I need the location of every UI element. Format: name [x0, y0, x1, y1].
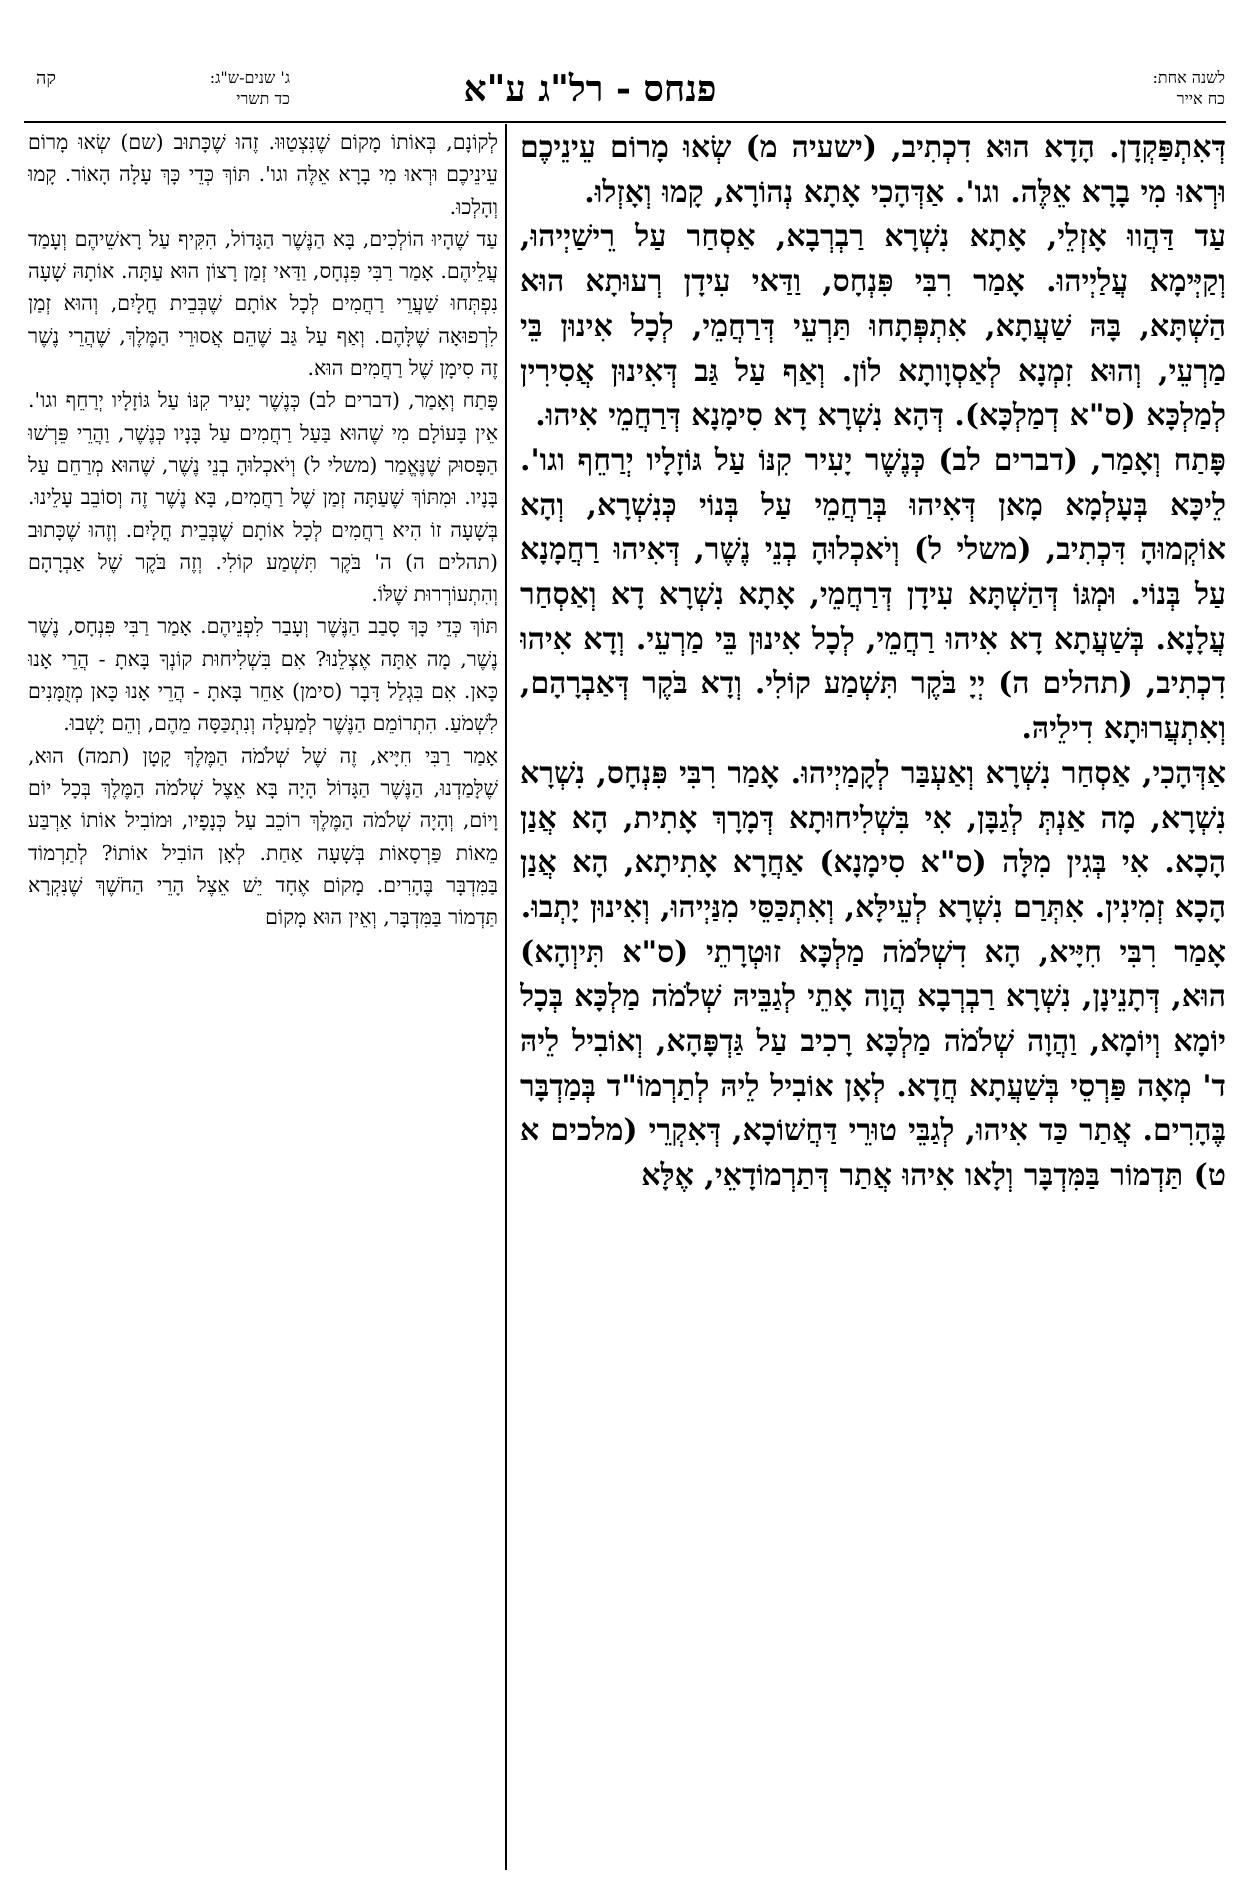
page-number: קה	[36, 68, 56, 89]
three-year-schedule-label: ג' שנים-ש"ג:	[209, 68, 290, 87]
one-year-schedule-date: כח אייר	[1176, 89, 1225, 108]
one-year-schedule-label: לשנה אחת:	[1152, 68, 1225, 87]
hebrew-translation-column	[28, 126, 498, 1870]
main-paragraph: אָמַר רִבִּי חִיָּיא, הָא דִשְׁלֹמֹה מַלְכָּא זוּטְרָתֵי (ס"א תִּיוְהָא) הוּא, דְּתָנֵינָן, נִשְׁרָא רַבְרְבָא הֲוָה אָתֵי לְגַבֵּיהּ שְׁלֹמֹה מַלְכָּא בְּכָל יוֹמָא וְיוֹמָא, וַהֲוָה שְׁלֹמֹה מַלְכָּא רָכִיב עַל גַּדְפָּהָא, וְאוֹבִיל לֵיהּ ד' מְאָה פַּרְסֵי בְּשַׁעֲתָא חֲדָא. לְאָן אוֹבִיל לֵיהּ לְתַרְמוֹ"ד בְּמַדְבָּר בֶּהָרִים. אֲתַר כַּד אִיהוּ, לְגַבֵּי טוּרֵי דַּחֲשׁוֹכָא, דְּאִקְרֵי (מלכים א ט) תַּדְמוֹר בַּמִּדְבָּר וְלָאו אִיהוּ אֲתַר דְּתַרְמוֹדָאֵי, אֶלָּא	[520, 934, 1226, 1194]
translation-paragraph: לְקוֹנָם, בְּאוֹתוֹ מָקוֹם שֶׁנִּצְטַוּוּ. זֶהוּ שֶׁכָּתוּב (שם) שְׂאוּ מָרוֹם עֵינֵיכֶם וּרְאוּ מִי בָרָא אֵלֶּה וגו'. תּוֹךְ כְּדֵי כָּךְ עָלָה הָאוֹר. קָמוּ וְהָלְכוּ.	[28, 130, 498, 219]
header-left	[30, 67, 290, 113]
page-title: פנחס - רל"ג ע"א	[463, 68, 717, 110]
main-paragraph: פָּתַח וְאָמַר, (דברים לב) כְּנֶשֶׁר יָעִיר קִנּוֹ עַל גּוֹזָלָיו יְרַחֵף וגו'. לֵיכָּא בְּעָלְמָא מָאן דְּאִיהוּ בְּרַחֲמֵי עַל בְּנוֹי כְּנִשְׁרָא, וְהָא אוֹקְמוּהָ דִּכְתִיב, (משלי ל) וְיֹאכְלוּהָ בְנֵי נֶשֶׁר, דְּאִיהוּ רַחֲמָנָא עַל בְּנוֹי. וּמְגּוֹ דְּהַשְׁתָּא עִידָן דְּרַחֲמֵי, אָתָא נִשְׁרָא דָא וְאַסְחַר עֲלָנָא. בְּשַׁעֲתָא דָא אִיהוּ רַחֲמֵי, לְכָל אִינוּן בֵּי מַרְעֵי. וְדָא אִיהוּ דִכְתִיב, (תהלים ה) יְיָ בֹּקֶר תִּשְׁמַע קוֹלִי. וְדָא בֹּקֶר דְּאַבְרָהָם, וְאִתְעֲרוּתָא דִילֵיהּ.	[520, 442, 1226, 747]
translation-paragraph: תּוֹךְ כְּדֵי כָּךְ סָבַב הַנֶּשֶׁר וְעָבַר לִפְנֵיהֶם. אָמַר רַבִּי פִּנְחָס, נֶשֶׁר נֶשֶׁר, מָה אַתָּה אֶצְלֵנוּ? אִם בִּשְׁלִיחוּת קוֹנְךָ בָּאתָ - הֲרֵי אָנוּ כָּאן. אִם בִּגְלַל דָּבָר (סימן) אַחֵר בָּאתָ - הֲרֵי אָנוּ כָּאן מְזֻמָּנִים לִשְׁמֹעַ. הִתְרוֹמֵם הַנֶּשֶׁר לְמַעְלָה וְנִתְכַּסָּה מֵהֶם, וְהֵם יָשְׁבוּ.	[28, 614, 498, 736]
translation-paragraph: פָּתַח וְאָמַר, (דברים לב) כְּנֶשֶׁר יָעִיר קִנּוֹ עַל גּוֹזָלָיו יְרַחֵף וגו'. אֵין בָּעוֹלָם מִי שֶׁהוּא בַּעַל רַחֲמִים עַל בָּנָיו כְּנֶשֶׁר, וַהֲרֵי פֵּרְשׁוּ הַפָּסוּק שֶׁנֶּאֱמַר (משלי ל) וְיֹאכְלוּהָ בְנֵי נֶשֶׁר, שֶׁהוּא מְרַחֵם עַל בָּנָיו. וּמִתּוֹךְ שֶׁעַתָּה זְמַן שֶׁל רַחֲמִים, בָּא נֶשֶׁר זֶה וְסוֹבֵב עָלֵינוּ. בְּשָׁעָה זוֹ הִיא רַחֲמִים לְכָל אוֹתָם שֶׁבְּבֵית חֳלָיִם. וְזֶהוּ שֶׁכָּתוּב (תהלים ה) ה' בֹּקֶר תִּשְׁמַע קוֹלִי. וְזֶה בֹּקֶר שֶׁל אַבְרָהָם וְהִתְעוֹרְרוּת שֶׁלּוֹ.	[28, 388, 498, 607]
header-right	[1075, 67, 1225, 113]
three-year-schedule-date: כד תשרי	[236, 89, 290, 108]
header-divider	[24, 121, 1226, 123]
main-paragraph: עַד דַּהֲווּ אָזְלֵי, אָתָא נִשְׁרָא רַבְרְבָא, אַסְחַר עַל רֵישַׁיְיהוּ, וְקַיְּימָא עֲלַיְיהוּ. אָמַר רִבִּי פִּנְחָס, וַדַּאי עִידָן רְעוּתָא הוּא הַשְׁתָּא, בָּהּ שַׁעֲתָא, אִתְפְּתָחוּ תַּרְעֵי דְּרַחֲמֵי, לְכָל אִינוּן בֵּי מַרְעֵי, וְהוּא זִמְנָא לְאַסְוָותָא לוֹן. וְאַף עַל גַּב דְּאִינוּן אֲסִירִין לְמַלְכָּא (ס"א דְמַלְכָּא). דְּהָא נִשְׁרָא דָא סִימָנָא דְּרַחֲמֵי אִיהוּ.	[520, 219, 1226, 434]
main-aramaic-column	[520, 126, 1226, 1870]
translation-paragraph: אָמַר רַבִּי חִיָּיא, זֶה שֶׁל שְׁלֹמֹה הַמֶּלֶךְ קָטָן (תמה) הוּא, שֶׁלָּמַדְנוּ, הַנֶּשֶׁר הַגָּדוֹל הָיָה בָּא אֵצֶל שְׁלֹמֹה הַמֶּלֶךְ בְּכָל יוֹם וָיוֹם, וְהָיָה שְׁלֹמֹה הַמֶּלֶךְ רוֹכֵב עַל כְּנָפָיו, וּמוֹבִיל אוֹתוֹ אַרְבַּע מֵאוֹת פַּרְסָאוֹת בְּשָׁעָה אַחַת. לְאָן הוֹבִיל אוֹתוֹ? לְתַרְמוֹד בַּמִּדְבָּר בֶּהָרִים. מָקוֹם אֶחָד יֵשׁ אֵצֶל הָרֵי הַחֹשֶׁךְ שֶׁנִּקְרָא תַּדְמוֹר בַּמִּדְבָּר, וְאֵין הוּא מָקוֹם	[28, 743, 498, 930]
translation-paragraph: עַד שֶׁהָיוּ הוֹלְכִים, בָּא הַנֶּשֶׁר הַגָּדוֹל, הִקִּיף עַל רָאשֵׁיהֶם וְעָמַד עֲלֵיהֶם. אָמַר רַבִּי פִּנְחָס, וַדַּאי זְמַן רָצוֹן הוּא עַתָּה. אוֹתָהּ שָׁעָה נִפְתְּחוּ שַׁעֲרֵי רַחֲמִים לְכָל אוֹתָם שֶׁבְּבֵית חֳלָיִם, וְהוּא זְמַן לִרְפוּאָה שֶׁלָּהֶם. וְאַף עַל גַּב שֶׁהֵם אֲסוּרֵי הַמֶּלֶךְ, שֶׁהֲרֵי נֶשֶׁר זֶה סִימָן שֶׁל רַחֲמִים הוּא.	[28, 226, 498, 381]
column-divider	[505, 124, 507, 1870]
main-paragraph: דְּאִתְפַּקְדָן. הָדָא הוּא דִכְתִיב, (ישעיה מ) שְׂאוּ מָרוֹם עֵינֵיכֶם וּרְאוּ מִי בָרָא אֵלֶּה. וגו'. אַדְּהָכִי אָתָא נְהוֹרָא, קָמוּ וְאָזְלוּ.	[520, 130, 1226, 210]
main-paragraph: אַדְּהָכִי, אַסְחַר נִשְׁרָא וְאַעְבַּר לְקָמַיְיהוּ. אָמַר רִבִּי פִּנְחָס, נִשְׁרָא נִשְׁרָא, מָה אַנְתְּ לְגַבָּן, אִי בִּשְׁלִיחוּתָא דְּמָרָךְ אָתִית, הָא אֲנַן הָכָא. אִי בְּגִין מִלָּה (ס"א סִימָנָא) אַחֲרָא אָתִיתָא, הָא אֲנַן הָכָא זְמִינִין. אִתְּרַם נִשְׁרָא לְעֵילָּא, וְאִתְכַּסֵּי מִנַּיְיהוּ, וְאִינוּן יָתְבוּ.	[520, 755, 1226, 925]
